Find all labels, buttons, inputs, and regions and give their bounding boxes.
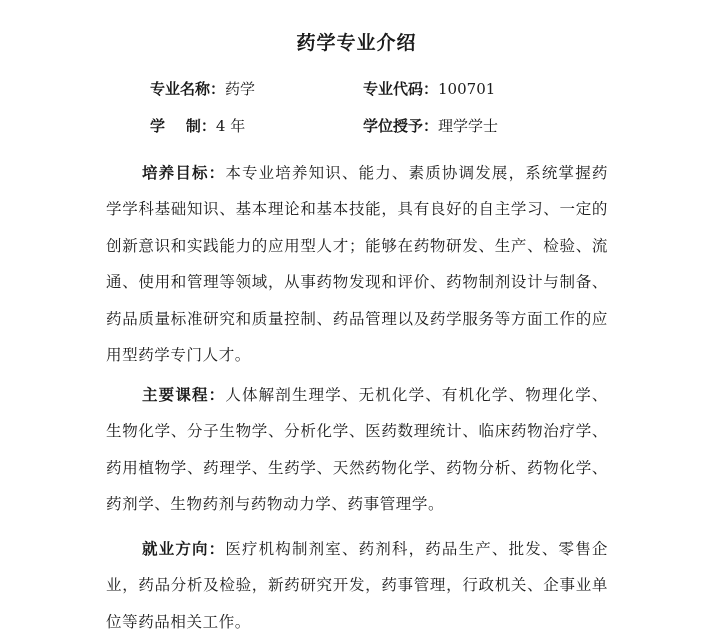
main-courses-label: 主要课程： <box>142 386 226 404</box>
major-name-value: 药学 <box>225 80 256 98</box>
major-name-row <box>150 78 255 100</box>
degree-value: 理学学士 <box>438 117 499 135</box>
degree-row <box>363 115 498 137</box>
degree-label: 学位授予： <box>363 117 439 135</box>
page-title: 药学专业介绍 <box>296 32 417 54</box>
career-direction-text: 医疗机构制剂室、药剂科，药品生产、批发、零售企业，药品分析及检验，新药研究开发，药事管理，行政机关、企事业单位等药品相关工作。 <box>106 540 608 631</box>
major-code-row <box>363 78 495 100</box>
duration-label: 学 制： <box>150 117 216 135</box>
training-objective-text: 本专业培养知识、能力、素质协调发展，系统掌握药学学科基础知识、基本理论和基本技能，具有良好的自主学习、一定的创新意识和实践能力的应用型人才；能够在药物研发、生产、检验、流通、使用和管理等领域，从事药物发现和评价、药物制剂设计与制备、药品质量标准研究和质量控制、药品管理以及药学服务等方面工作的应用型药学专门人才。 <box>106 164 608 365</box>
career-direction-label: 就业方向： <box>142 540 226 558</box>
duration-value: 4 年 <box>215 117 246 135</box>
main-courses-text: 人体解剖生理学、无机化学、有机化学、物理化学、生物化学、分子生物学、分析化学、医药数理统计、临床药物治疗学、药用植物学、药理学、生药学、天然药物化学、药物分析、药物化学、药剂学、生物药剂与药物动力学、药事管理学。 <box>106 386 608 514</box>
major-code-label: 专业代码： <box>363 80 439 98</box>
career-direction-paragraph <box>106 531 608 640</box>
training-objective-paragraph <box>106 155 608 373</box>
duration-row <box>150 115 245 137</box>
main-courses-paragraph <box>106 377 608 523</box>
major-code-value: 100701 <box>438 80 496 98</box>
major-name-label: 专业名称： <box>150 80 226 98</box>
training-objective-label: 培养目标： <box>142 164 226 182</box>
